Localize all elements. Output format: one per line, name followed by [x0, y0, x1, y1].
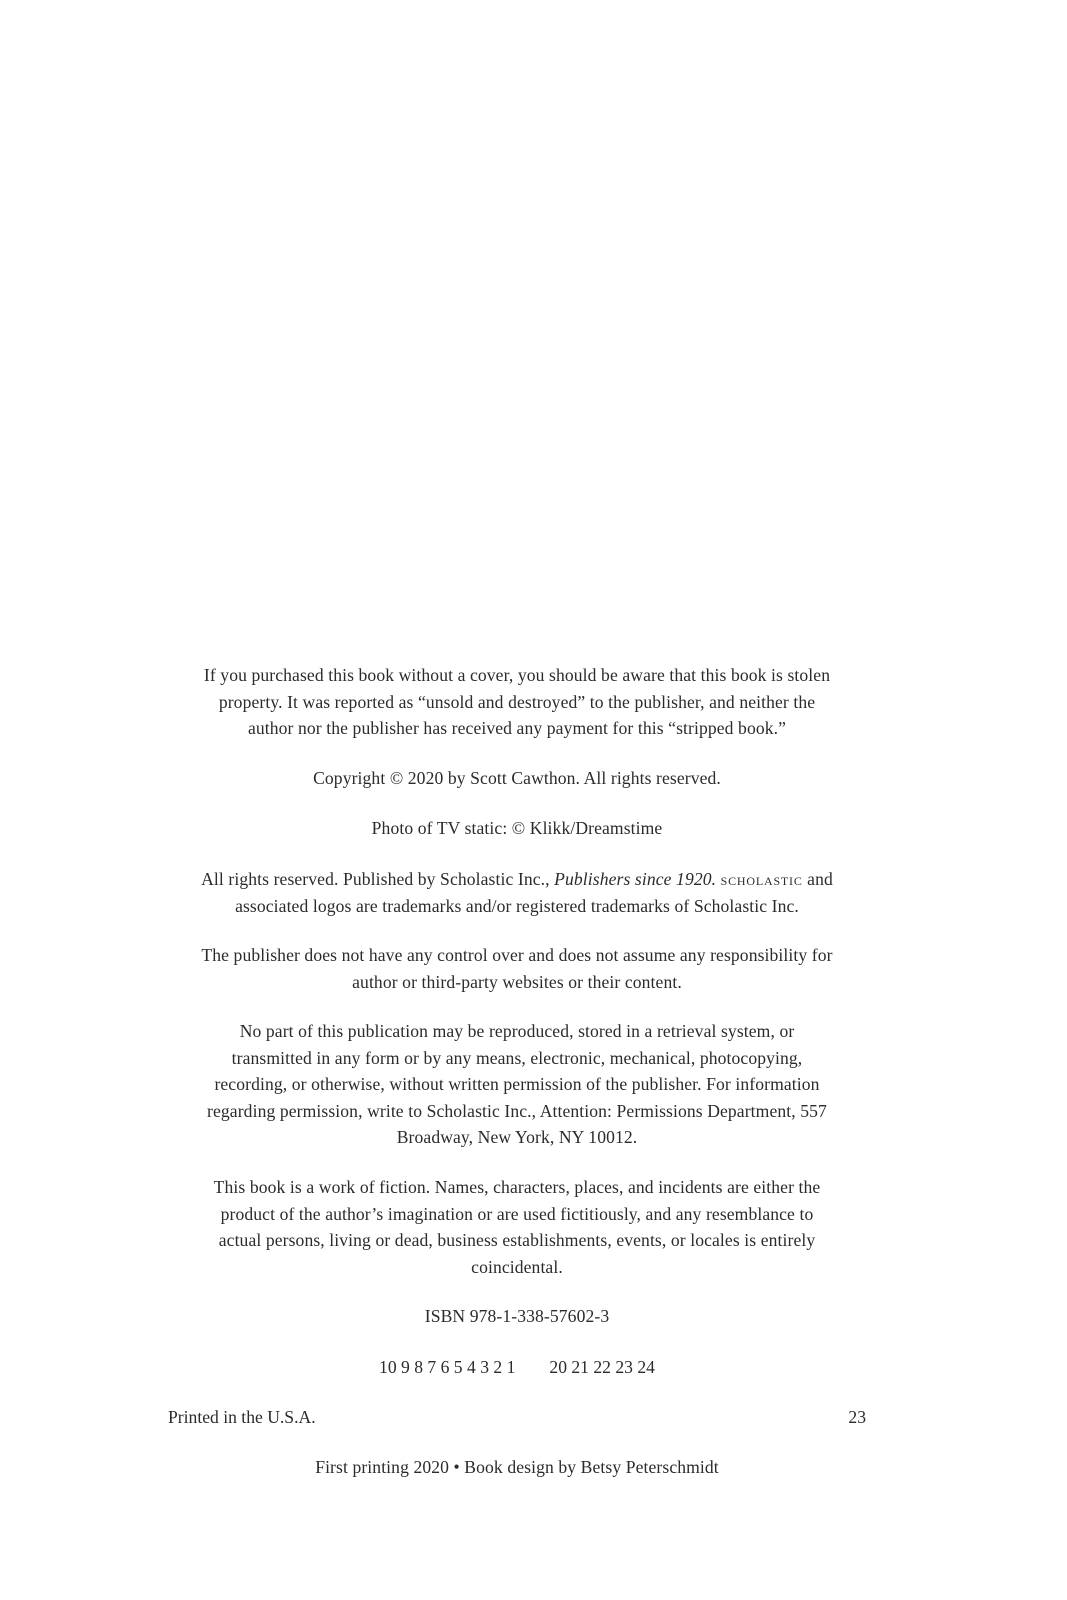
fiction-line: This book is a work of fiction. Names, characters, places, and incidents are either the: [213, 1177, 821, 1197]
publisher-line-2: associated logos are trademarks and/or registered trademarks of Scholastic Inc.: [235, 895, 799, 916]
printing-years: 20 21 22 23 24: [549, 1357, 655, 1377]
photo-credit-line: Photo of TV static: © Klikk/Dreamstime: [371, 818, 663, 838]
fiction-notice: [168, 1174, 866, 1280]
printing-numbers: 10 9 8 7 6 5 4 3 2 1: [379, 1357, 516, 1377]
printing-line: [168, 1354, 866, 1381]
notice-line: author nor the publisher has received any payment for this “stripped book.”: [247, 718, 787, 738]
photo-credit: [168, 815, 866, 842]
printed-in: Printed in the U.S.A.: [168, 1407, 316, 1427]
reproduction-notice: [168, 1018, 866, 1151]
isbn: [168, 1303, 866, 1330]
first-printing: [168, 1454, 866, 1481]
reproduction-line: Broadway, New York, NY 10012.: [396, 1127, 638, 1147]
first-printing-line: First printing 2020 • Book design by Betsy Peterschmidt: [315, 1457, 719, 1477]
reproduction-line: No part of this publication may be reproduced, stored in a retrieval system, or: [239, 1021, 795, 1041]
notice-line: property. It was reported as “unsold and destroyed” to the publisher, and neither the: [218, 691, 816, 712]
copyright-line: Copyright © 2020 by Scott Cawthon. All rights reserved.: [313, 768, 721, 788]
publisher-notice: [168, 866, 866, 919]
fiction-line: actual persons, living or dead, business establishments, events, or locales is entirely: [218, 1230, 816, 1250]
publisher-prefix: All rights reserved. Published by Scholastic Inc.,: [201, 869, 555, 889]
publisher-suffix: and: [802, 869, 833, 889]
publisher-tagline: Publishers since 1920.: [554, 869, 717, 889]
websites-line: The publisher does not have any control over and does not assume any responsibility for: [201, 945, 833, 965]
fiction-line: product of the author’s imagination or are used fictitiously, and any resemblance to: [220, 1203, 814, 1224]
websites-notice: [168, 942, 866, 995]
publisher-line-1: [168, 866, 866, 893]
isbn-line: ISBN 978-1-338-57602-3: [424, 1306, 610, 1326]
publisher-brand: scholastic: [720, 869, 803, 889]
reproduction-line: recording, or otherwise, without written permission of the publisher. For information: [214, 1074, 820, 1094]
copyright-statement: [168, 765, 866, 792]
notice-line: If you purchased this book without a cover, you should be aware that this book is stolen: [203, 665, 831, 685]
printing-code: 23: [848, 1407, 866, 1427]
reproduction-line: regarding permission, write to Scholastic Inc., Attention: Permissions Department, 557: [207, 1100, 827, 1121]
fiction-line: coincidental.: [471, 1256, 563, 1277]
websites-line: author or third-party websites or their content.: [352, 971, 682, 992]
stripped-book-notice: [168, 662, 866, 742]
reproduction-line: transmitted in any form or by any means, electronic, mechanical, photocopying,: [231, 1047, 803, 1068]
